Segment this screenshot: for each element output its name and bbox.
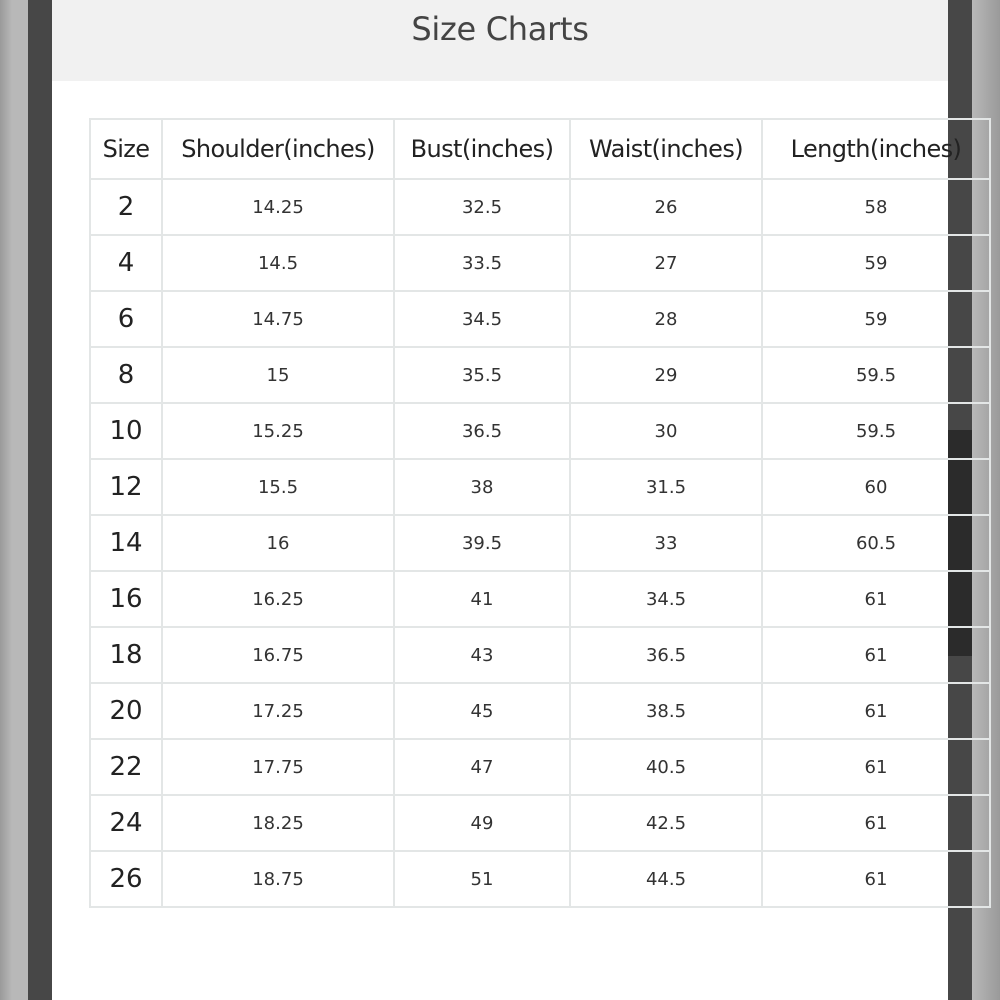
size-chart-panel <box>52 0 962 1000</box>
size-cell: 4 <box>90 235 162 291</box>
size-cell: 16 <box>90 571 162 627</box>
bust-cell: 38 <box>394 459 570 515</box>
table-row <box>90 851 990 907</box>
table-row <box>90 291 990 347</box>
size-table <box>89 118 991 908</box>
shoulder-cell: 17.25 <box>162 683 394 739</box>
waist-cell: 33 <box>570 515 762 571</box>
size-cell: 22 <box>90 739 162 795</box>
size-cell: 14 <box>90 515 162 571</box>
column-header-shoulder: Shoulder(inches) <box>162 119 394 179</box>
shoulder-cell: 16 <box>162 515 394 571</box>
panel-header <box>52 0 948 81</box>
length-cell: 58 <box>762 179 990 235</box>
bust-cell: 45 <box>394 683 570 739</box>
bust-cell: 32.5 <box>394 179 570 235</box>
table-row <box>90 795 990 851</box>
length-cell: 61 <box>762 683 990 739</box>
table-header-row <box>90 119 990 179</box>
bust-cell: 34.5 <box>394 291 570 347</box>
length-cell: 59 <box>762 291 990 347</box>
length-cell: 61 <box>762 851 990 907</box>
bust-cell: 41 <box>394 571 570 627</box>
page-title: Size Charts <box>411 10 589 48</box>
size-cell: 10 <box>90 403 162 459</box>
waist-cell: 26 <box>570 179 762 235</box>
bust-cell: 33.5 <box>394 235 570 291</box>
waist-cell: 30 <box>570 403 762 459</box>
size-cell: 2 <box>90 179 162 235</box>
waist-cell: 42.5 <box>570 795 762 851</box>
shoulder-cell: 14.25 <box>162 179 394 235</box>
table-row <box>90 739 990 795</box>
shoulder-cell: 18.75 <box>162 851 394 907</box>
table-row <box>90 683 990 739</box>
shoulder-cell: 15.5 <box>162 459 394 515</box>
column-header-size: Size <box>90 119 162 179</box>
shoulder-cell: 16.75 <box>162 627 394 683</box>
length-cell: 61 <box>762 739 990 795</box>
bust-cell: 39.5 <box>394 515 570 571</box>
bust-cell: 43 <box>394 627 570 683</box>
table-row <box>90 627 990 683</box>
size-cell: 12 <box>90 459 162 515</box>
table-row <box>90 179 990 235</box>
shoulder-cell: 17.75 <box>162 739 394 795</box>
table-row <box>90 403 990 459</box>
table-row <box>90 235 990 291</box>
waist-cell: 44.5 <box>570 851 762 907</box>
length-cell: 60 <box>762 459 990 515</box>
table-body <box>90 179 990 907</box>
size-cell: 18 <box>90 627 162 683</box>
table-scroll-area[interactable] <box>89 118 962 954</box>
waist-cell: 40.5 <box>570 739 762 795</box>
length-cell: 59.5 <box>762 347 990 403</box>
column-header-length: Length(inches) <box>762 119 990 179</box>
column-header-bust: Bust(inches) <box>394 119 570 179</box>
table-row <box>90 571 990 627</box>
size-cell: 8 <box>90 347 162 403</box>
bust-cell: 35.5 <box>394 347 570 403</box>
shoulder-cell: 14.75 <box>162 291 394 347</box>
length-cell: 59.5 <box>762 403 990 459</box>
shoulder-cell: 15.25 <box>162 403 394 459</box>
waist-cell: 31.5 <box>570 459 762 515</box>
bust-cell: 49 <box>394 795 570 851</box>
waist-cell: 38.5 <box>570 683 762 739</box>
bust-cell: 47 <box>394 739 570 795</box>
size-cell: 24 <box>90 795 162 851</box>
bust-cell: 51 <box>394 851 570 907</box>
length-cell: 61 <box>762 571 990 627</box>
column-header-waist: Waist(inches) <box>570 119 762 179</box>
size-cell: 26 <box>90 851 162 907</box>
length-cell: 59 <box>762 235 990 291</box>
waist-cell: 36.5 <box>570 627 762 683</box>
shoulder-cell: 16.25 <box>162 571 394 627</box>
bust-cell: 36.5 <box>394 403 570 459</box>
length-cell: 61 <box>762 627 990 683</box>
shoulder-cell: 15 <box>162 347 394 403</box>
waist-cell: 29 <box>570 347 762 403</box>
shoulder-cell: 14.5 <box>162 235 394 291</box>
table-row <box>90 347 990 403</box>
size-cell: 20 <box>90 683 162 739</box>
shoulder-cell: 18.25 <box>162 795 394 851</box>
waist-cell: 34.5 <box>570 571 762 627</box>
waist-cell: 27 <box>570 235 762 291</box>
length-cell: 61 <box>762 795 990 851</box>
size-cell: 6 <box>90 291 162 347</box>
table-row <box>90 515 990 571</box>
length-cell: 60.5 <box>762 515 990 571</box>
table-row <box>90 459 990 515</box>
waist-cell: 28 <box>570 291 762 347</box>
